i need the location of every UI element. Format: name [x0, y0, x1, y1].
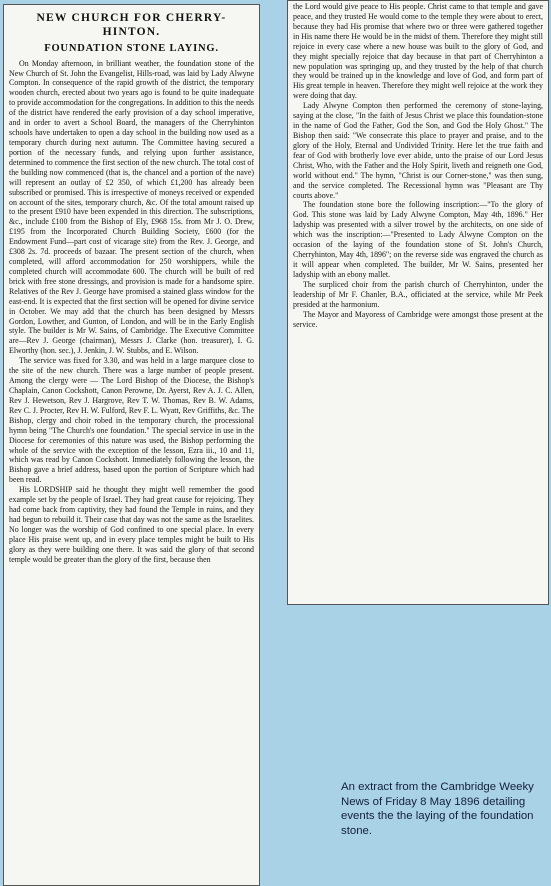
image-caption: An extract from the Cambridge Weeky News of Friday 8 May 1896 detailing events the the laying of the foundation stone. [341, 781, 534, 837]
article-paragraph: The Mayor and Mayoress of Cambridge were amongst those present at the service. [293, 309, 543, 329]
article-paragraph: The surpliced choir from the parish church of Cherryhinton, under the leadership of Mr F. Chanler, B.A., officiated at the service, while Mr Peek presided at the harmonium. [293, 279, 543, 309]
article-paragraph: His LORDSHIP said he thought they might well remember the good example set by the people of Israel. They had great cause for rejoicing. They had come back from captivity, they had found the Temple in ruins, and they had begun to rebuild it. Their case that day was not the same as the Israelites. No longer was the worship of God confined to one special place. In every place His praise went up, and in every place temples might be built to His glory as they were building one there. It was said the glory of that second temple would be greater than the glory of the first, because then [9, 485, 254, 564]
article-paragraph: Lady Alwyne Compton then performed the ceremony of stone-laying, saying at the close, "In the faith of Jesus Christ we place this foundation-stone in the name of God the Father, God the Son, and God the Holy Ghost." The Bishop then said: "We consecrate this place to prayer and praise, and to the glory of the Holy, Eternal and Undivided Trinity. Here let the true faith and fear of God with brotherly love ever abide, unto the praise of our Lord Jesus Christ, Who, with the Father and the Holy Spirit, liveth and reigneth one God, world without end." The hymn, "Christ is our Corner-stone," was then sung, and the service completed. The Recessional hymn was "Pleasant are Thy courts above." [293, 101, 543, 200]
article-paragraph: On Monday afternoon, in brilliant weather, the foundation stone of the New Church of St. John the Evangelist, Hills-road, was laid by Lady Alwyne Compton. In consequence of the rapid growth of the district, the temporary wooden church, erected about two years ago is found to be quite inadequate to provide accommodation for the congregations. In addition to this the needs of the district have rendered the early provision of a day school imperative, and in order to avert a School Board, the managers of the Cherryhinton schools have undertaken to open a day school in the building now used as a temporary church during next autumn. The Committee having secured a portion of the necessary funds, and relying upon further assistance, determined to commence the first section of the new church. The total cost of the building now commenced (that is, the chancel and a portion of the nave) will represent an outlay of £2 350, of which £1,200 has already been subscribed or promised. This is irrespective of moneys received or expended on account of the sites, temporary church, &c. Of the total amount raised up to the present £910 have been expended in this direction. The subscriptions, &c., include £100 from the Bishop of Ely, £968 15s. from Mr J. O. Drew, £195 from the Incorporated Church Building Society, £600 (for the Endowment Fund—part cost of vicarage site) from the Rev. J. George, and £308 2s. 7d. proceeds of bazaar. The present section of the church, when completed, will afford accommodation for 250 worshippers, while the completed church will accommodate 600. The church will be built of red brick with free stone dressings, and provision is made for a handsome spire. Relatives of the Rev J. George have promised a stained glass window for the east-end. It is expected that the first section will be opened for divine service in October. We may add that the church has been designed by Messrs Gordon, Lowther, and Gunton, of London, and will be in the Early English style. The builder is Mr W. Sains, of Cambridge. The Executive Committee are—Rev J. George (chairman), Messrs J. Clarke (hon. treasurer), I. G. Elworthy (hon. sec.), J. Jenkin, J. W. Stubbs, and E. Wilson. [9, 58, 254, 356]
newspaper-clipping-right-column [287, 0, 549, 605]
article-paragraph: the Lord would give peace to His people. Christ came to that temple and gave peace, and they trusted He would come to the temple they were about to erect, because they had His promise that where two or three were gathered together in His name there He would be in the midst of them. Therefore they might still rejoice in every case where a new house was built to the glory of God, and they might specially rejoice that day because in that part of Cherryhinton a new population was springing up, and they trusted by the help of that church they would be trained up in the knowledge and love of God, and form part of His great temple in heaven. Therefore they might well rejoice at the work they were doing that day. [293, 2, 543, 101]
article-paragraph: The foundation stone bore the following inscription:—"To the glory of God. This stone was laid by Lady Alwyne Compton, May 4th, 1896." Her ladyship was presented with a silver trowel by the architects, on one side of which was the inscription:—"Presented to Lady Alwyne Compton on the occasion of the laying of the foundation stone of St. John's Church, Cherryhinton, May 4th, 1896"; on the reverse side was engraved the church as it will appear when completed. The builder, Mr W. Sains, presented her ladyship with an ebony mallet. [293, 200, 543, 279]
article-subheadline: FOUNDATION STONE LAYING. [44, 42, 219, 54]
article-headline: NEW CHURCH FOR CHERRY-HINTON. [36, 12, 227, 38]
article-paragraph: The service was fixed for 3.30, and was held in a large marquee close to the site of the new church. There was a large number of people present. Among the clergy were — The Lord Bishop of the Diocese, the Bishop's Chaplain, Canon Cockshott, Canon Perowne, Dr. Ayerst, Rev A. J. C. Allen, Rev J. Hewetson, Rev J. Hargrove, Rev T. W. Thomas, Rev B. W. Adams, Rev C. J. Procter, Rev H. W. Fulford, Rev F. L. Wyatt, Rev Griffiths, &c. The Bishop, clergy and choir robed in the temporary church, the processional hymn being "The Church's one foundation." The special service in use in the Diocese for ceremonies of this nature was used, the Bishop performing the whole of the service with the exception of the lesson, Ezra iii., 10 and 11, which was read by Canon Cockshott. Immediately following the lesson, the Bishop gave a brief address, based upon the portion of Scripture which had been read. [9, 356, 254, 485]
newspaper-clipping-left-column [3, 4, 260, 886]
